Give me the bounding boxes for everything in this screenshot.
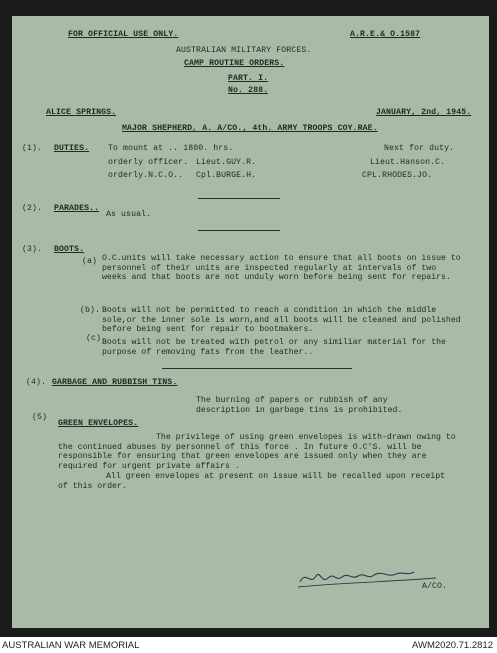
- duties-next-nco: CPL.RHODES.JO.: [362, 171, 433, 180]
- organisation: AUSTRALIAN MILITARY FORCES.: [176, 46, 312, 55]
- duties-next-for-duty: Next for duty.: [384, 144, 455, 153]
- duties-officer-name: Lieut.GUY.R.: [196, 158, 257, 167]
- section-4-number: (4).: [26, 378, 47, 387]
- part: PART. I.: [228, 74, 269, 83]
- section-1-heading: DUTIES.: [54, 144, 90, 153]
- classification: FOR OFFICIAL USE ONLY.: [68, 30, 179, 39]
- section-5-number: (5): [32, 413, 48, 422]
- date: JANUARY, 2nd, 1945.: [376, 108, 472, 117]
- authority: MAJOR SHEPHERD, A. A/CO., 4th. ARMY TROOPS COY.RAE.: [122, 124, 378, 133]
- section-3-number: (3).: [22, 245, 43, 254]
- section-1-number: (1).: [22, 144, 43, 153]
- footer-accession-number: AWM2020.71.2812: [412, 640, 493, 651]
- parades-text: As usual.: [106, 210, 152, 219]
- document-title: CAMP ROUTINE ORDERS.: [184, 59, 285, 68]
- duties-orderly-nco: orderly.N.C.O..: [108, 171, 184, 180]
- duties-orderly-officer: orderly officer.: [108, 158, 189, 167]
- section-divider: [198, 198, 280, 199]
- section-2-number: (2).: [22, 204, 43, 213]
- section-4-heading: GARBAGE AND RUBBISH TINS.: [52, 378, 178, 387]
- section-2-heading: PARADES..: [54, 204, 100, 213]
- duties-next-officer: Lieut.Hanson.C.: [370, 158, 446, 167]
- boots-item-a-label: (a): [82, 257, 98, 266]
- section-3-heading: BOOTS.: [54, 245, 85, 254]
- boots-item-c-label: (c).: [86, 334, 107, 343]
- boots-item-b-label: (b).: [80, 306, 101, 315]
- duties-nco-name: Cpl.BURGE.H.: [196, 171, 257, 180]
- section-5-heading: GREEN ENVELOPES.: [58, 419, 139, 428]
- envelopes-text: The privilege of using green envelopes is with-drawn owing to the continued abuses by personnel of this force . In future O.C'S. will be responsible for ensuring that green envelopes are issued only when they are required for urgent private affairs .: [58, 433, 456, 471]
- section-divider: [162, 368, 352, 369]
- duties-mount-time: To mount at .. 1800. hrs.: [108, 144, 234, 153]
- boots-item-c-text: Boots will not be treated with petrol or any similiar material for the purpose of removing fats from the leather..: [102, 338, 446, 357]
- garbage-text: The burning of papers or rubbish of any description in garbage tins is prohibited.: [196, 396, 403, 415]
- boots-item-a-text: O.C.units will take necessary action to ensure that all boots on issue to personnel of their units are inspected regularly at intervals of two weeks and that boots are not unduly worn before being sent for repairs.: [102, 254, 461, 283]
- place: ALICE SPRINGS.: [46, 108, 117, 117]
- signature-title: A/CO.: [422, 582, 448, 591]
- envelopes-text-recall: All green envelopes at present on issue will be recalled upon receipt of this order.: [58, 472, 446, 491]
- reference-number: A.R.E.& O.1587: [350, 30, 421, 39]
- section-divider: [198, 230, 280, 231]
- footer-source: AUSTRALIAN WAR MEMORIAL: [2, 640, 140, 651]
- order-number: No. 288.: [228, 86, 269, 95]
- document-page: [12, 16, 489, 628]
- boots-item-b-text: Boots will not be permitted to reach a condition in which the middle sole,or the inner sole is worn,and all boots will be cleaned and polished before being sent for repair to bootmakers.: [102, 306, 461, 335]
